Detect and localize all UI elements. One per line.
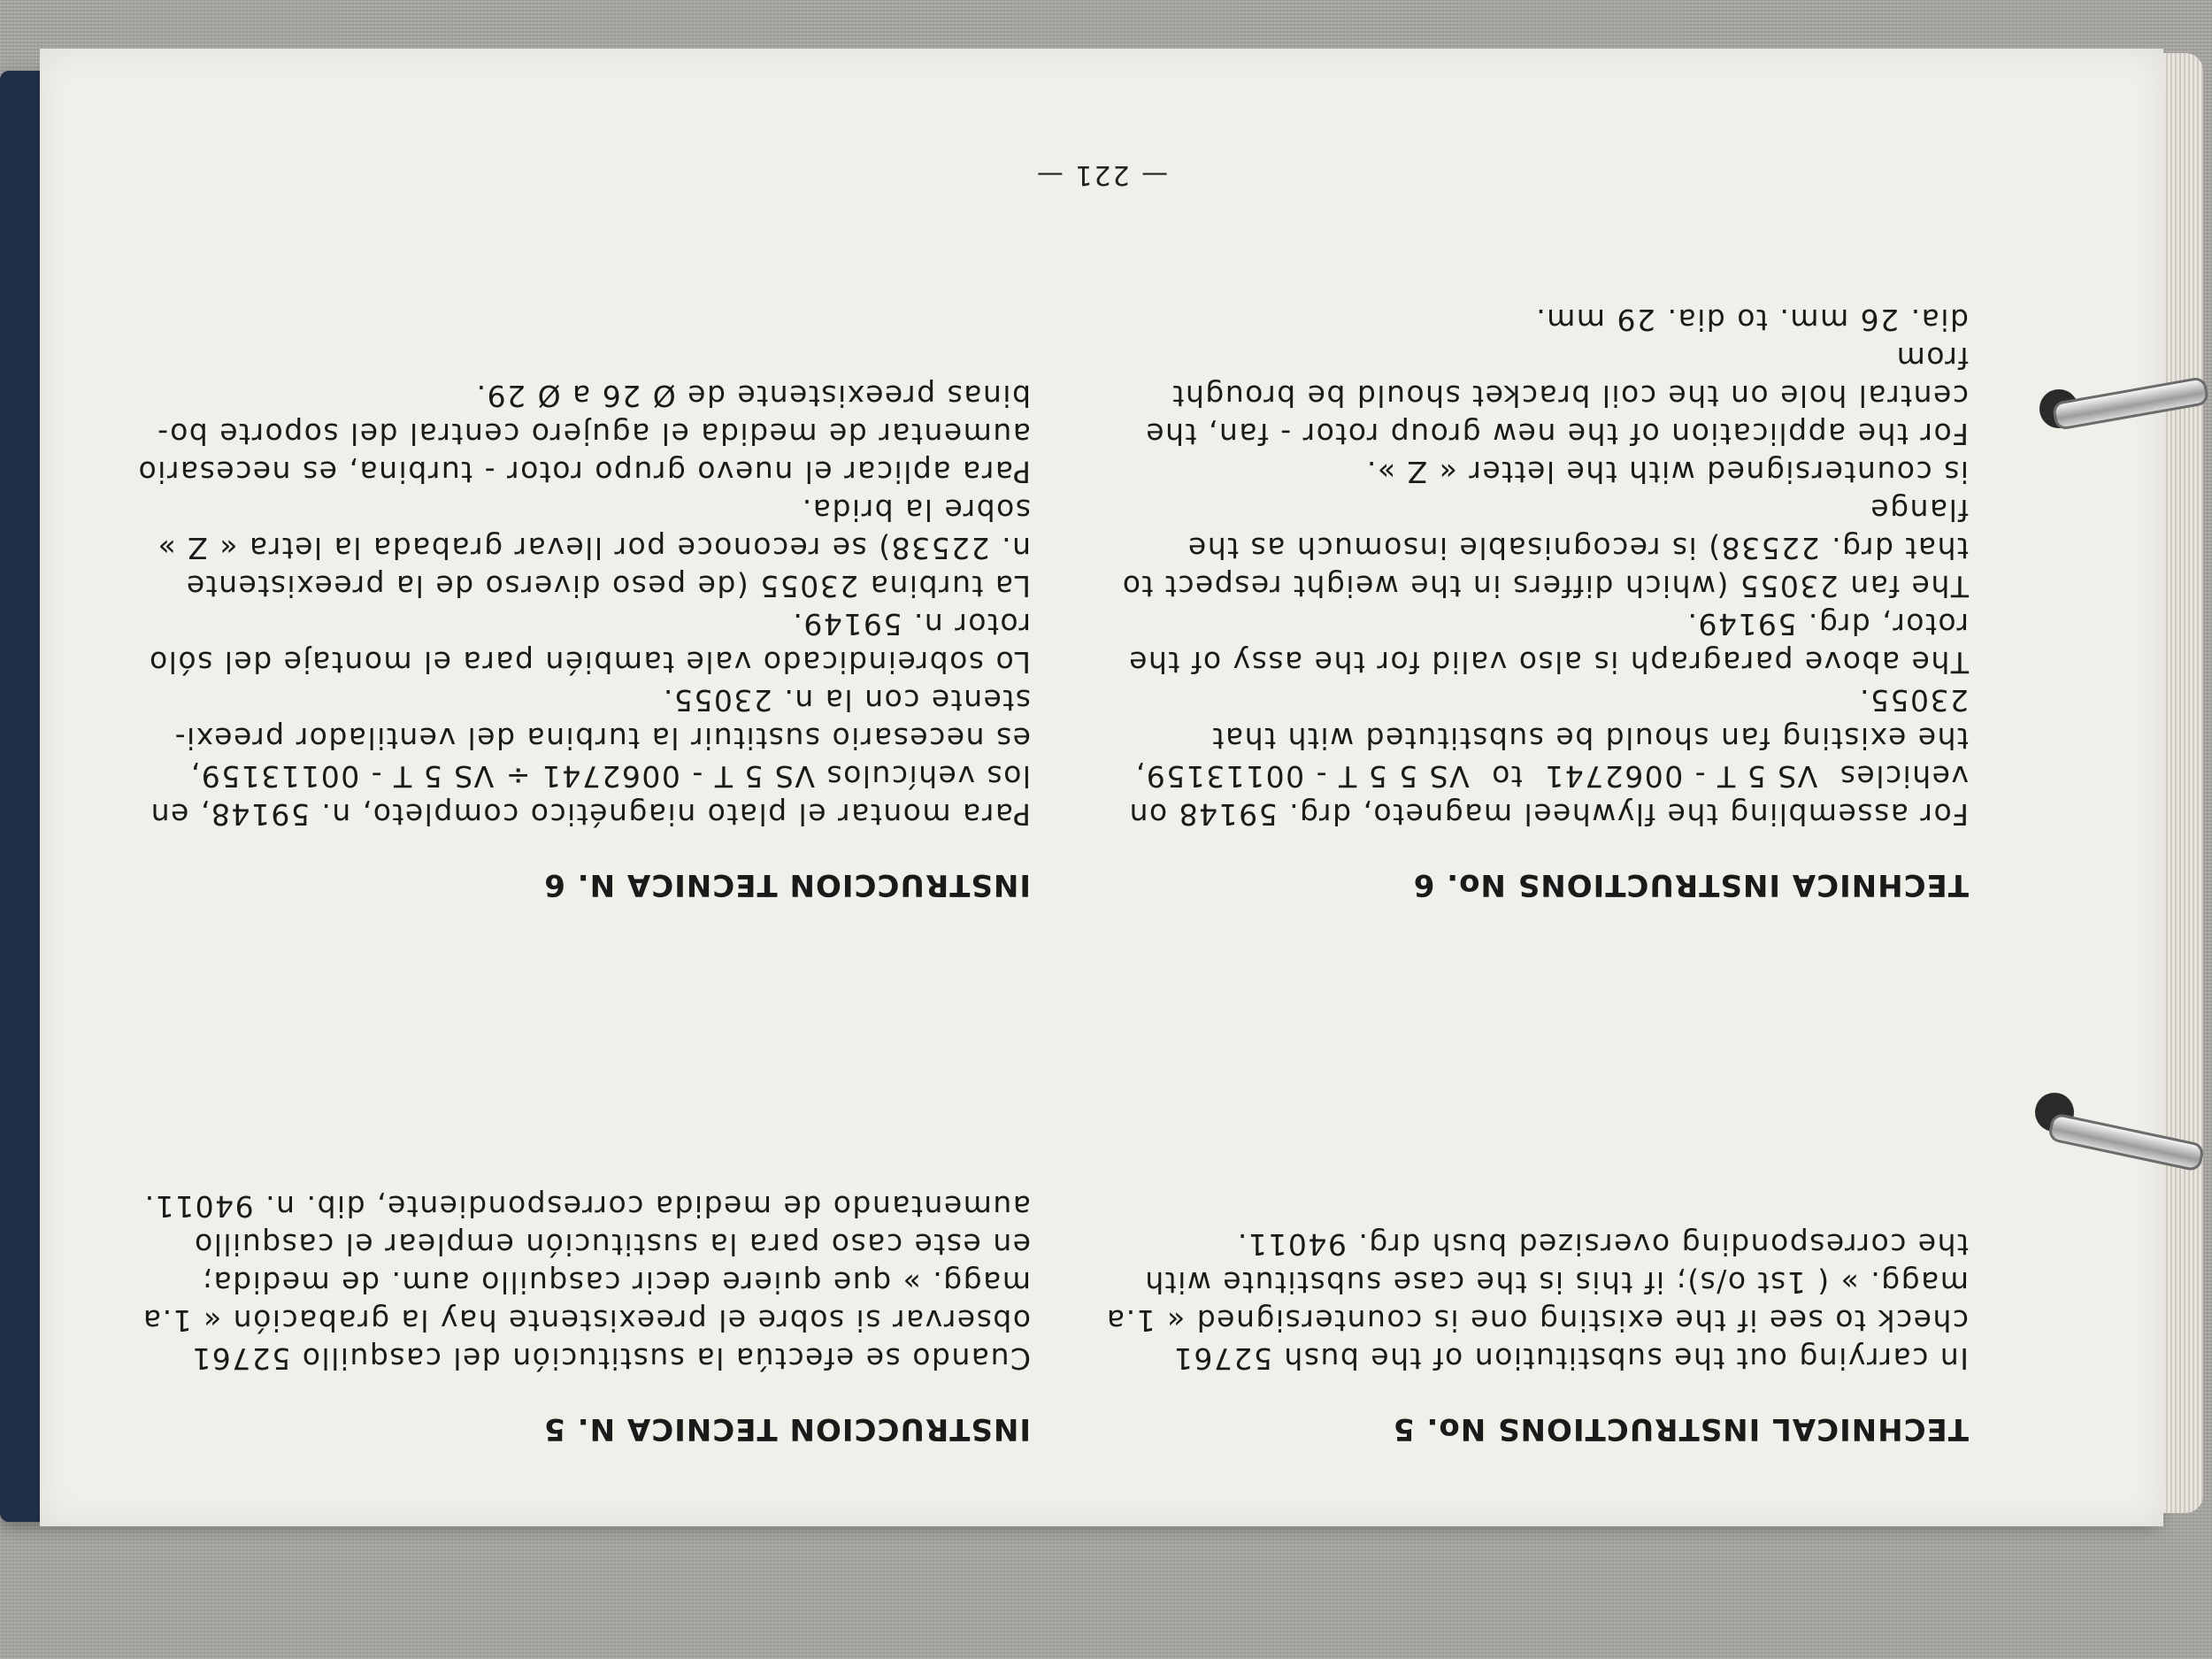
instruction-6-english-body: For assembling the flywheel magneto, drg. 59148 on vehicles VS 5 T - 0062741 to VS 5 5 T - 00113159, the existing fan should be substituted with that 23055. The above paragraph is also valid for the assy of the rotor, drg. 59149. The fan 23055 (which differs in the weight respect to that drg. 22538) is recognisable insomuch as the flange is countersigned with the letter « Z ». For the application of the new group rotor - fan, the central hole on the coil bracket should be brought from dia. 26 mm. to dia. 29 mm. <box>1121 303 1969 832</box>
instruction-5-spanish-heading: INSTRUCCION TECNICA N. 5 <box>543 1411 1031 1447</box>
instruction-5-spanish <box>119 1187 1031 1447</box>
instruction-5-english <box>1093 1225 1969 1447</box>
instruction-6-spanish-heading: INSTRUCCION TECNICA N. 6 <box>543 867 1031 902</box>
instruction-6-english-heading: TECHNICA INSTRUCTIONS No. 6 <box>1412 867 1969 902</box>
instruction-5-english-body: In carrying out the substitution of the bush 52761 check to see if the existing one is countersigned « 1.a magg. » ( 1st o/s); if this is the case substitute with the corresponding oversized bush drg. 94011. <box>1105 1227 1969 1376</box>
manual-page <box>40 49 2163 1526</box>
page-number: — 221 — <box>1034 159 1169 190</box>
instruction-5-english-heading: TECHNICAL INSTRUCTIONS No. 5 <box>1393 1411 1969 1447</box>
instruction-5-spanish-body: Cuando se efectúa la sustitución del casquillo 52761 observar si sobre el preexistente hay la grabación « 1.a magg. » que quiere decir casquillo aum. de medida; en este caso para la sustitución emplear el casquillo aumentando de medida correspondiente, dib. n. 94011. <box>142 1189 1031 1376</box>
instruction-6-english <box>1093 301 1969 902</box>
instruction-6-spanish <box>119 377 1031 902</box>
instruction-6-spanish-body: Para montar el plato niagnético completo, n. 59148, en los vehículos VS 5 T - 0062741 ÷ VS 5 T - 00113159, es necesario sustituir la turbina del ventilador preexi- stente con la n. 23055. Lo sobreindicado vale también para el montaje del sólo rotor n. 59149. La turbina 23055 (de peso diverso de la preexistente n. 22538) se reconoce por llevar grabada la letra « Z » sobre la brida. Para aplicar el nuevo grupo rotor - turbina, es necesario aumentar de medida el agujero central del soporte bo- binas preexistente de Ø 26 a Ø 29. <box>137 379 1031 832</box>
upside-down-content <box>40 49 2163 1526</box>
